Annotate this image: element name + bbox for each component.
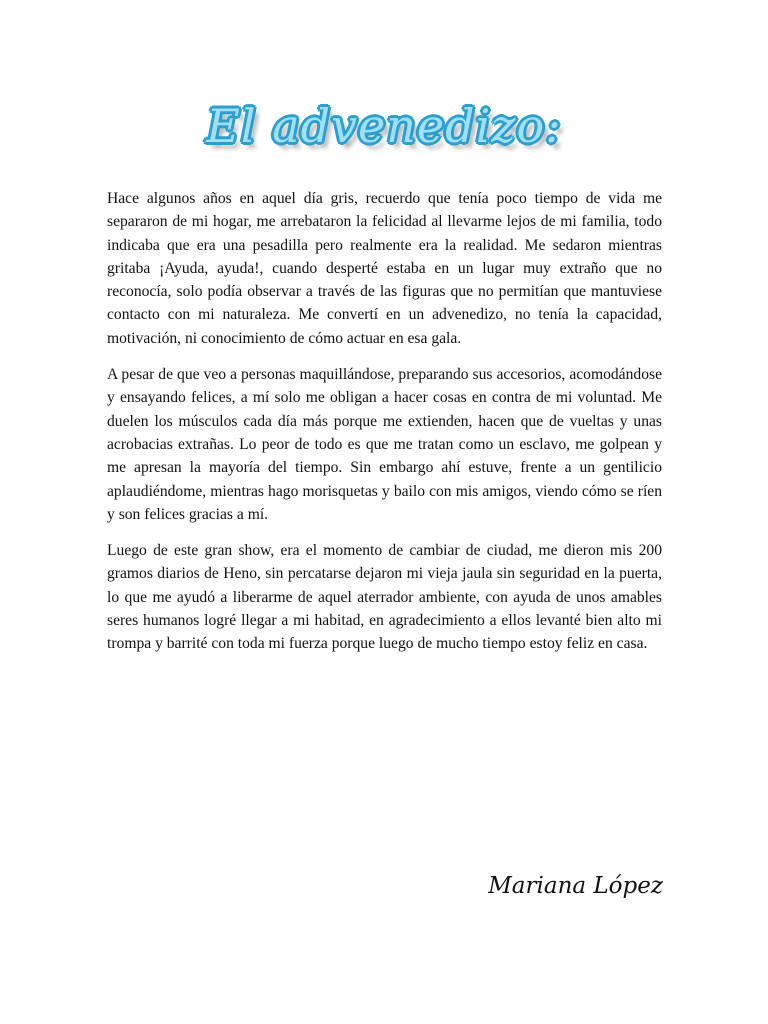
page-title: El advenedizo:	[206, 99, 562, 153]
paragraph-3: Luego de este gran show, era el momento de cambiar de ciudad, me dieron mis 200 gramos diarios de Heno, sin percatarse dejaron mi vieja jaula sin seguridad en la puerta, lo que me ayudó a liberarme de aquel aterrador ambiente, con ayuda de unos amables seres humanos logré llegar a mi habitad, en agradecimiento a ellos levanté bien alto mi trompa y barrité con toda mi fuerza porque luego de mucho tiempo estoy feliz en casa.	[107, 542, 662, 653]
story-body	[107, 187, 662, 669]
paragraph-1: Hace algunos años en aquel día gris, recuerdo que tenía poco tiempo de vida me separaron de mi hogar, me arrebataron la felicidad al llevarme lejos de mi familia, todo indicaba que era una pesadilla pero realmente era la realidad. Me sedaron mientras gritaba ¡Ayuda, ayuda!, cuando desperté estaba en un lugar muy extraño que no reconocía, solo podía observar a través de las figuras que no permitían que mantuviese contacto con mi naturaleza. Me convertí en un advenedizo, no tenía la capacidad, motivación, ni conocimiento de cómo actuar en esa gala.	[107, 190, 662, 347]
author-signature: Mariana López	[488, 873, 663, 899]
paragraph-2: A pesar de que veo a personas maquillándose, preparando sus accesorios, acomodándose y ensayando felices, a mí solo me obligan a hacer cosas en contra de mi voluntad. Me duelen los músculos cada día más porque me extienden, hacen que de vueltas y unas acrobacias extrañas. Lo peor de todo es que me tratan como un esclavo, me golpean y me apresan la mayoría del tiempo. Sin embargo ahí estuve, frente a un gentilicio aplaudiéndome, mientras hago morisquetas y bailo con mis amigos, viendo cómo se ríen y son felices gracias a mí.	[107, 366, 662, 523]
